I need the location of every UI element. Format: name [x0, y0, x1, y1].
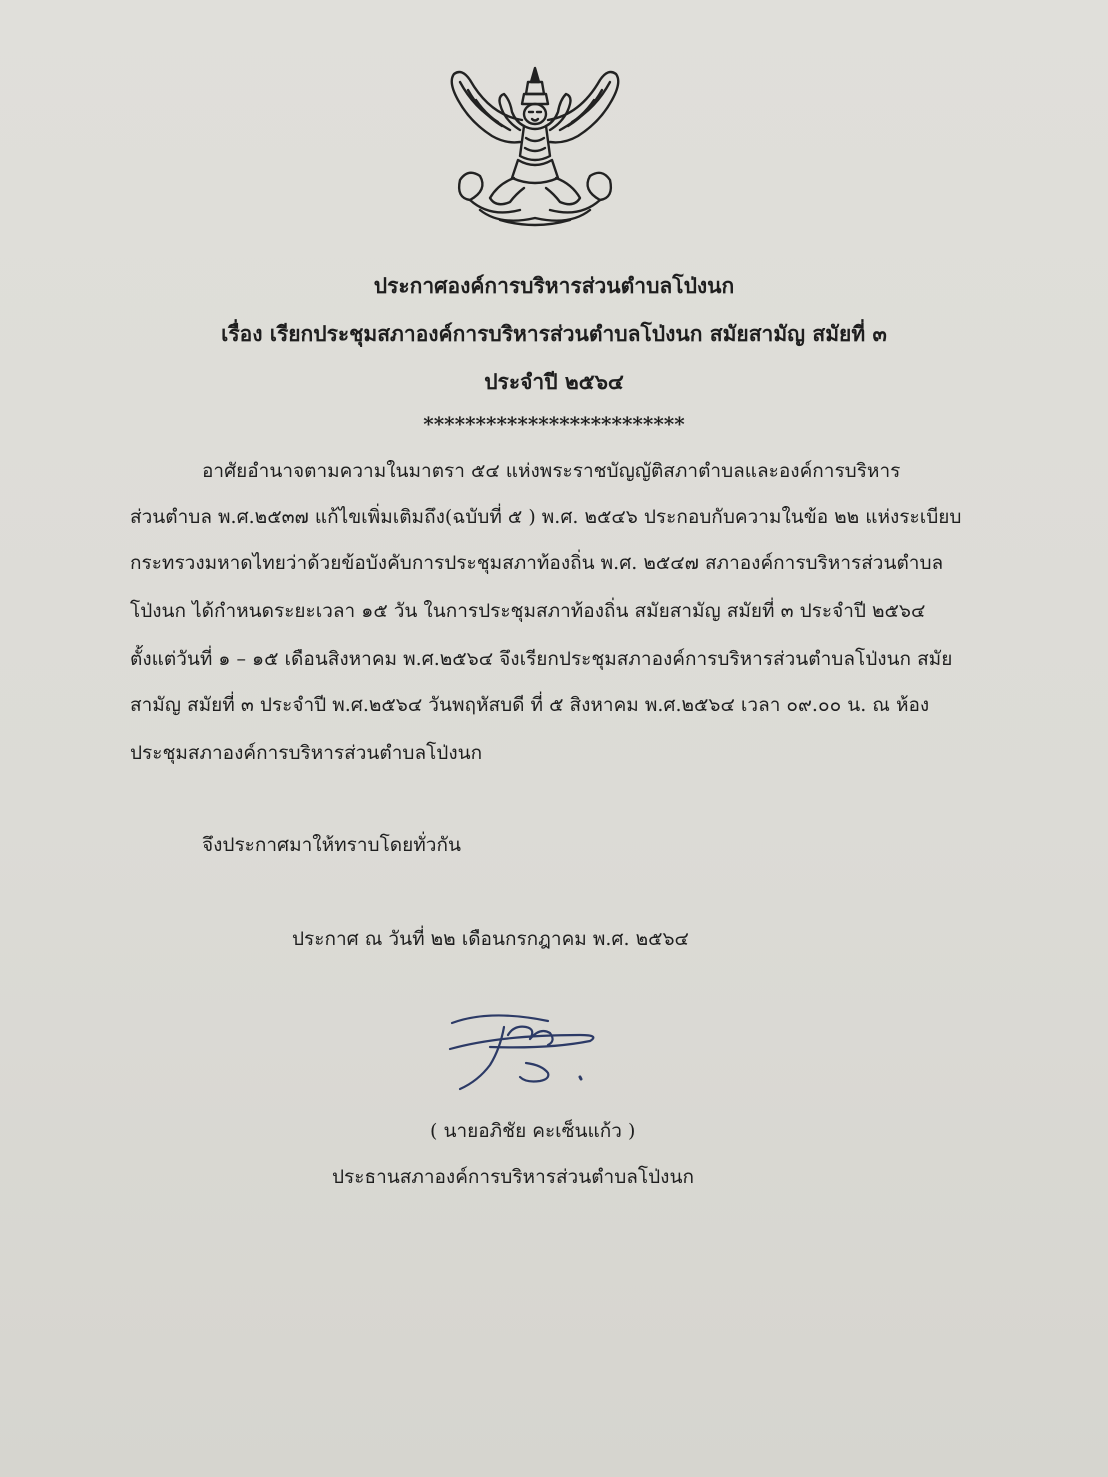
- signatory-name: ( นายอภิชัย คะเซ็นแก้ว ): [430, 1120, 636, 1142]
- garuda-emblem-icon: [440, 60, 630, 230]
- body-line-3: กระทรวงมหาดไทยว่าด้วยข้อบังคับการประชุมสภาท้องถิ่น พ.ศ. ๒๕๔๗ สภาองค์การบริหารส่วนตำบล: [130, 552, 944, 574]
- document-subject: เรื่อง เรียกประชุมสภาองค์การบริหารส่วนตำบลโป่งนก สมัยสามัญ สมัยที่ ๓: [221, 321, 887, 346]
- body-line-5: ตั้งแต่วันที่ ๑ – ๑๕ เดือนสิงหาคม พ.ศ.๒๕๖๔ จึงเรียกประชุมสภาองค์การบริหารส่วนตำบลโป่งนก สมัย: [130, 648, 953, 670]
- body-line-1: อาศัยอำนาจตามความในมาตรา ๕๔ แห่งพระราชบัญญัติสภาตำบลและองค์การบริหาร: [202, 460, 901, 482]
- body-line-4: โป่งนก ได้กำหนดระยะเวลา ๑๕ วัน ในการประชุมสภาท้องถิ่น สมัยสามัญ สมัยที่ ๓ ประจำปี ๒๕๖๔: [130, 600, 926, 622]
- announce-date: ประกาศ ณ วันที่ ๒๒ เดือนกรกฎาคม พ.ศ. ๒๕๖๔: [292, 928, 689, 950]
- announce-line: จึงประกาศมาให้ทราบโดยทั่วกัน: [202, 834, 461, 856]
- document-year: ประจำปี ๒๕๖๔: [484, 369, 624, 394]
- body-line-7: ประชุมสภาองค์การบริหารส่วนตำบลโป่งนก: [130, 742, 483, 764]
- document-title: ประกาศองค์การบริหารส่วนตำบลโป่งนก: [373, 273, 735, 298]
- separator-stars: *************************: [423, 412, 685, 436]
- signatory-position: ประธานสภาองค์การบริหารส่วนตำบลโป่งนก: [332, 1166, 694, 1188]
- body-line-6: สามัญ สมัยที่ ๓ ประจำปี พ.ศ.๒๕๖๔ วันพฤหัสบดี ที่ ๕ สิงหาคม พ.ศ.๒๕๖๔ เวลา ๐๙.๐๐ น. ณ ห้อง: [130, 694, 930, 716]
- signature-icon: [430, 1005, 620, 1100]
- body-line-2: ส่วนตำบล พ.ศ.๒๕๓๗ แก้ไขเพิ่มเติมถึง(ฉบับที่ ๕ ) พ.ศ. ๒๕๔๖ ประกอบกับความในข้อ ๒๒ แห่งระเบียบ: [130, 506, 962, 528]
